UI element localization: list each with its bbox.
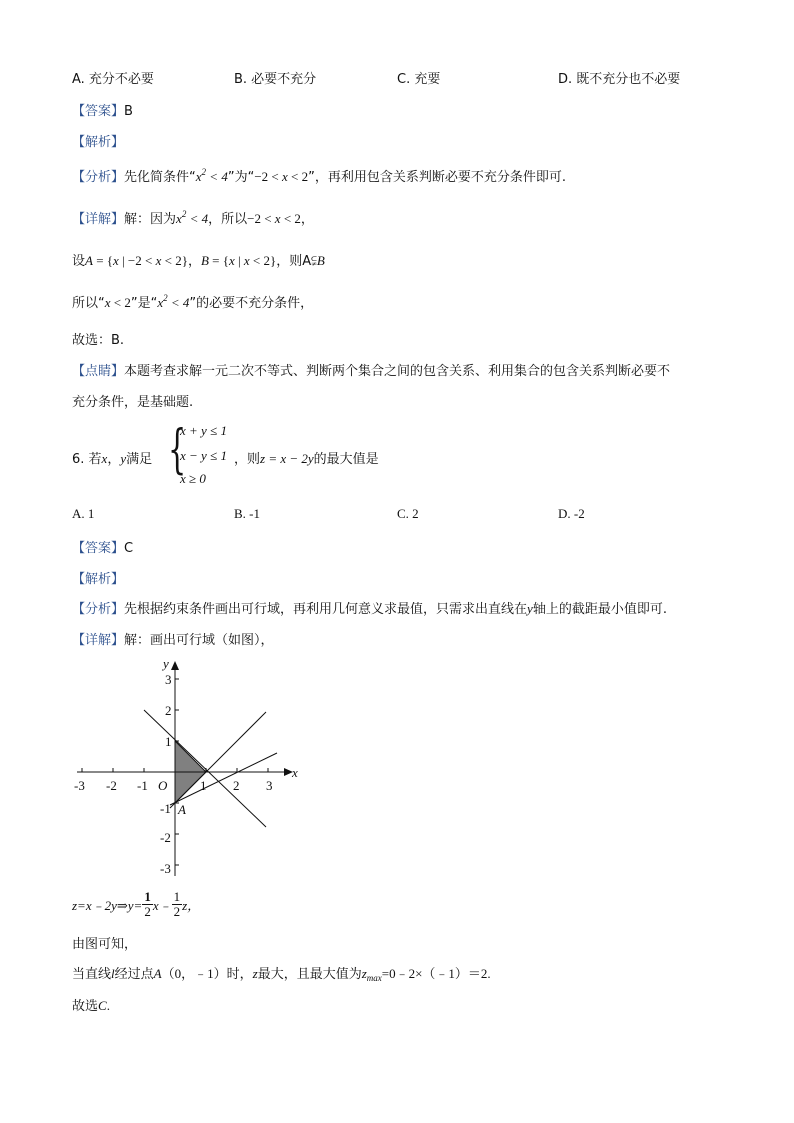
text: 解：因为 (124, 212, 177, 227)
q6-analysis-tag: 【解析】 (72, 572, 125, 587)
choice-c: C (98, 998, 107, 1013)
var-y: y (527, 601, 533, 616)
math-expr: −2 < x < 2 (254, 169, 309, 184)
q6-conclusion (72, 963, 491, 983)
text: 先化简条件“ (124, 170, 196, 185)
q5-answer (72, 100, 133, 119)
q6-option-c: C. 2 (397, 506, 419, 521)
math-expr: A = {x | −2 < x < 2} (85, 253, 188, 268)
q5-dianjing-line2: 充分条件，是基础题. (72, 395, 194, 410)
feasible-region-graph (60, 655, 310, 885)
q6-xiangjie (72, 629, 274, 648)
y-tick-label: 3 (165, 672, 172, 687)
text: ”是“ (130, 296, 158, 311)
text: 先根据约束条件画出可行域，再利用几何意义求最值，只需求出直线在 (124, 602, 528, 617)
math-expr: x < 2 (104, 295, 131, 310)
text: 所以“ (72, 296, 105, 311)
q6-formula (72, 890, 200, 919)
math-expr: B = {x | x < 2} (200, 253, 277, 268)
math-expr: $x^2 < 4$ (195, 167, 228, 184)
q5-option-a: A. 充分不必要 (72, 72, 154, 87)
q6-choose: 故选C. (72, 998, 110, 1014)
q6-stem-end (234, 448, 379, 467)
q5-dianjing (72, 360, 670, 379)
x-tick-label: 2 (233, 778, 240, 793)
text: （0，﹣1）时， (161, 966, 253, 981)
q6-option-d: D. -2 (558, 506, 585, 521)
text: ”，再利用包含关系判断必要不充分条件即可. (308, 170, 566, 185)
q5-option-d: D. 既不充分也不必要 (558, 72, 681, 87)
formula-part: z， (182, 898, 201, 913)
math-expr: $x^2 < 4$ (176, 209, 209, 226)
y-tick-label: -1 (160, 801, 171, 816)
q6-fenxi (72, 598, 667, 617)
fenxi-tag: 【分析】 (72, 170, 125, 185)
math-expr: $x^2 < 4$ (157, 293, 190, 310)
x-tick-label: 1 (200, 778, 207, 793)
objective-expr: z = x − 2y (260, 451, 314, 466)
q5-choose: 故选：B. (72, 333, 125, 348)
q5-set-def (72, 250, 325, 269)
formula-part: z=x﹣2y⇒y= (72, 898, 143, 913)
text: ”的必要不充分条件， (189, 296, 314, 311)
text: 满足 (126, 452, 153, 467)
proper-subset-symbol: ⫋B (311, 253, 325, 268)
text: ”为“ (227, 170, 255, 185)
var-y: y (120, 451, 127, 466)
text: 当直线 (72, 967, 112, 982)
q6-option-a: A. 1 (72, 506, 95, 521)
xiangjie-tag: 【详解】 (72, 212, 125, 227)
text: ， (300, 212, 314, 227)
y-axis-arrow-icon (171, 661, 179, 670)
x-tick-label: 3 (266, 778, 273, 793)
text: 最大，且最大值为 (257, 967, 362, 982)
constraint-2: x − y ≤ 1 (180, 448, 227, 463)
y-tick-label: -2 (160, 830, 171, 845)
x-tick-label: -2 (106, 778, 117, 793)
text: 解：画出可行域（如图）， (124, 633, 274, 648)
point-a: A (153, 966, 162, 981)
y-axis-label: y (163, 656, 169, 671)
y-tick-label: 2 (165, 703, 172, 718)
brace-icon: { (168, 420, 187, 480)
text: 轴上的截距最小值即可. (532, 602, 667, 617)
var-x: x (101, 451, 108, 466)
text: ，所以 (208, 212, 248, 227)
text: 的最大值是 (313, 452, 379, 467)
answer-tag: 【答案】 (72, 104, 125, 119)
fraction-half: $\frac{1}{2}$ (144, 889, 151, 919)
answer-value: C (124, 541, 134, 556)
answer-value: B (124, 104, 133, 119)
x-tick-label: -3 (74, 778, 85, 793)
y-tick-label: 1 (165, 734, 172, 749)
line-l: l (111, 966, 115, 981)
text: ， (187, 254, 201, 269)
math-expr: −2 < x < 2 (247, 211, 301, 226)
text: 设 (72, 254, 86, 269)
y-tick-label: -3 (160, 861, 171, 876)
x-tick-label: -1 (137, 778, 148, 793)
text: 经过点 (114, 967, 154, 982)
q5-option-c: C. 充要 (397, 72, 441, 87)
dianjing-tag: 【点睛】 (72, 364, 125, 379)
q6-stem-start (72, 448, 152, 467)
fenxi-tag: 【分析】 (72, 602, 125, 617)
constraint-1: x + y ≤ 1 (180, 423, 227, 438)
point-a-label: A (178, 802, 186, 817)
text: 故选 (72, 999, 99, 1014)
z-max: $z_{max}$ (361, 966, 382, 983)
q5-suoyi (72, 292, 313, 311)
q5-xiangjie (72, 208, 314, 227)
text: ， (107, 452, 121, 467)
var-z: z (252, 966, 258, 981)
text: 6. 若 (72, 452, 102, 467)
xiangjie-tag: 【详解】 (72, 633, 125, 648)
text: ，则 (234, 452, 261, 467)
fraction-half: $\frac{1}{2}$ (173, 889, 181, 919)
formula-part: x﹣ (152, 898, 172, 913)
constraint-3: x ≥ 0 (180, 471, 206, 486)
q5-analysis-tag: 【解析】 (72, 135, 125, 150)
q5-fenxi (72, 166, 566, 185)
text: 本题考查求解一元二次不等式、判断两个集合之间的包含关系、利用集合的包含关系判断必要不 (124, 364, 671, 379)
q6-option-b: B. -1 (234, 506, 260, 521)
origin-label: O (158, 778, 168, 793)
x-axis-label: x (292, 765, 298, 780)
answer-tag: 【答案】 (72, 541, 125, 556)
text: =0﹣2×（﹣1）＝2. (381, 966, 491, 981)
q6-answer (72, 537, 133, 556)
text: ，则A (276, 254, 312, 269)
q5-option-b: B. 必要不充分 (234, 72, 317, 87)
q6-youtu: 由图可知， (72, 937, 138, 952)
